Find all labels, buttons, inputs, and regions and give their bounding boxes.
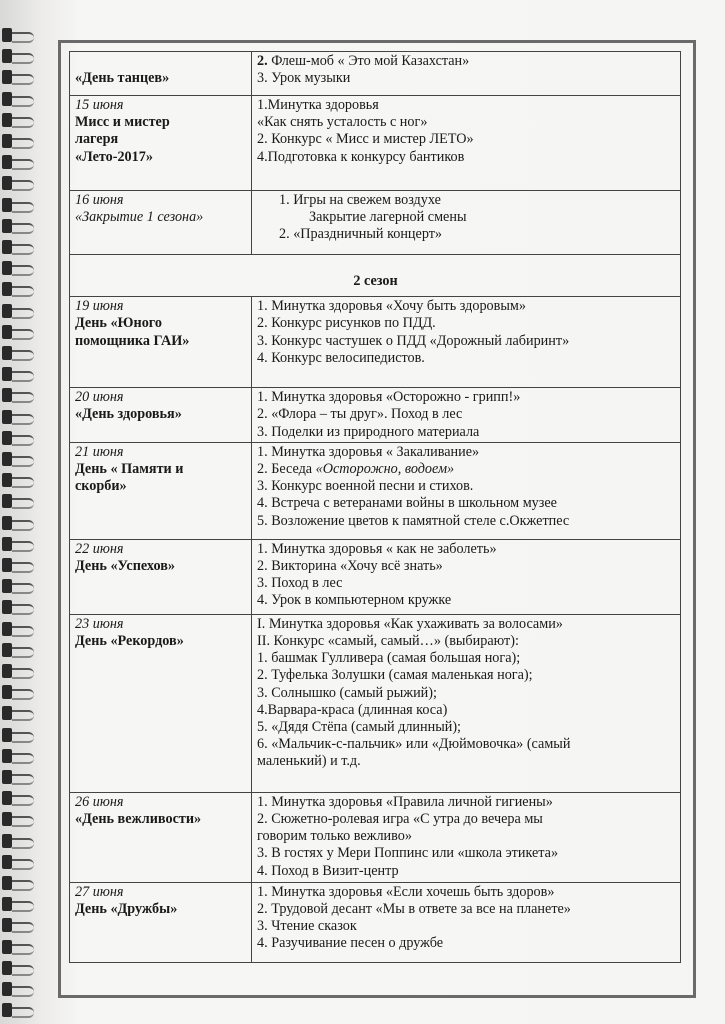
binding-ring (2, 940, 34, 954)
activity-item: 3. Чтение сказок (257, 918, 357, 935)
activities-cell (252, 614, 681, 792)
activity-item: 2. Викторина «Хочу всё знать» (257, 558, 443, 575)
activities-cell (252, 297, 681, 388)
binding-ring (2, 282, 34, 296)
binding-ring (2, 49, 34, 63)
activity-item: 4.Подготовка к конкурсу бантиков (257, 148, 465, 165)
day-title: День «Успехов» (75, 558, 175, 575)
activity-item: 1. Минутка здоровья «Правила личной гигиены» (257, 793, 553, 810)
activity-item: 3. Конкурс частушек о ПДД «Дорожный лабиринт» (257, 332, 570, 349)
binding-ring (2, 261, 34, 275)
binding-ring (2, 537, 34, 551)
binding-ring (2, 198, 34, 212)
activities-cell (252, 882, 681, 962)
activity-item: 2. Конкурс « Мисс и мистер ЛЕТО» (257, 131, 474, 148)
activity-item: 4.Варвара-краса (длинная коса) (257, 701, 448, 718)
day-title: День « Памяти и (75, 461, 184, 478)
table-row (70, 96, 681, 191)
activity-item: 6. «Мальчик-с-пальчик» или «Дюймовочка» (самый (257, 736, 571, 753)
day-cell (70, 388, 252, 443)
day-title: День «Дружбы» (75, 901, 178, 918)
binding-ring (2, 961, 34, 975)
day-cell (70, 442, 252, 539)
day-title: «День танцев» (75, 70, 170, 87)
binding-ring (2, 240, 34, 254)
activities-cell (252, 96, 681, 191)
binding-ring (2, 855, 34, 869)
schedule-frame (58, 40, 696, 998)
activity-item: Закрытие лагерной смены (309, 209, 467, 226)
day-cell (70, 792, 252, 882)
activity-item: 2. Флеш-моб « Это мой Казахстан» (257, 53, 470, 69)
binding-ring (2, 410, 34, 424)
binding-ring (2, 600, 34, 614)
table-row (70, 882, 681, 962)
day-title: День «Рекордов» (75, 633, 184, 650)
season-title: 2 сезон (353, 273, 398, 289)
binding-ring (2, 113, 34, 127)
binding-ring (2, 897, 34, 911)
day-title: День «Юного (75, 315, 162, 332)
day-title: скорби» (75, 478, 127, 495)
activity-item: 2. Беседа «Осторожно, водоем» (257, 461, 455, 478)
day-title: «Закрытие 1 сезона» (75, 209, 204, 226)
day-title: помощника ГАИ» (75, 332, 190, 349)
activity-item: 4. Встреча с ветеранами войны в школьном музее (257, 495, 557, 512)
activity-item: 3. Поход в лес (257, 575, 343, 592)
binding-ring (2, 155, 34, 169)
binding-ring (2, 812, 34, 826)
binding-ring (2, 728, 34, 742)
day-cell (70, 614, 252, 792)
day-title: «День вежливости» (75, 811, 202, 828)
activity-item: 2. «Праздничный концерт» (279, 226, 443, 243)
activities-cell (252, 191, 681, 255)
activity-item: 2. Конкурс рисунков по ПДД. (257, 315, 436, 332)
binding-ring (2, 431, 34, 445)
activity-item: II. Конкурс «самый, самый…» (выбирают): (257, 633, 519, 650)
activities-cell (252, 388, 681, 443)
binding-ring (2, 346, 34, 360)
activities-cell (252, 539, 681, 614)
activity-item: 4. Конкурс велосипедистов. (257, 349, 425, 366)
activity-item: 2. Трудовой десант «Мы в ответе за все на планете» (257, 901, 571, 918)
season-header (70, 255, 681, 297)
activity-item: 1. Игры на свежем воздухе (279, 192, 441, 208)
day-date: 26 июня (75, 793, 124, 810)
activity-item: 1. Минутка здоровья « Закаливание» (257, 443, 480, 460)
day-date: 16 июня (75, 192, 124, 208)
binding-ring (2, 664, 34, 678)
binding-ring (2, 834, 34, 848)
table-row (70, 442, 681, 539)
day-cell (70, 539, 252, 614)
day-date: 19 июня (75, 298, 124, 315)
activity-item: «Как снять усталость с ног» (257, 114, 428, 131)
activity-item: 2. Сюжетно-ролевая игра «С утра до вечера мы (257, 811, 543, 828)
activity-item: 2. Туфелька Золушки (самая маленькая нога); (257, 667, 533, 684)
day-title: «День здоровья» (75, 406, 182, 423)
binding-ring (2, 706, 34, 720)
binding-ring (2, 92, 34, 106)
binding-ring (2, 452, 34, 466)
binding-ring (2, 685, 34, 699)
binding-ring (2, 622, 34, 636)
binding-ring (2, 579, 34, 593)
table-row (70, 297, 681, 388)
activities-cell (252, 792, 681, 882)
binding-ring (2, 304, 34, 318)
binding-ring (2, 28, 34, 42)
activities-cell (252, 442, 681, 539)
day-cell (70, 96, 252, 191)
day-cell (70, 297, 252, 388)
activity-item: 2. «Флора – ты друг». Поход в лес (257, 406, 463, 423)
activity-item: 3. Поделки из природного материала (257, 423, 480, 440)
day-date: 22 июня (75, 540, 124, 557)
activity-item: 1. Минутка здоровья « как не заболеть» (257, 540, 497, 557)
day-title: «Лето-2017» (75, 148, 153, 165)
activities-cell (252, 52, 681, 96)
binding-ring (2, 367, 34, 381)
binding-ring (2, 134, 34, 148)
binding-ring (2, 219, 34, 233)
activity-item: 1. Минутка здоровья «Хочу быть здоровым» (257, 298, 526, 315)
table-row (70, 539, 681, 614)
binding-ring (2, 982, 34, 996)
activity-item: 3. Солнышко (самый рыжий); (257, 684, 437, 701)
day-cell (70, 52, 252, 96)
activity-item: 4. Поход в Визит-центр (257, 862, 399, 879)
table-row (70, 52, 681, 96)
binding-ring (2, 473, 34, 487)
binding-ring (2, 176, 34, 190)
activity-item: 3. В гостях у Мери Поппинс или «школа этикета» (257, 845, 559, 862)
day-title: лагеря (75, 131, 119, 148)
activity-item: 3. Урок музыки (257, 70, 351, 87)
activity-item: 5. «Дядя Стёпа (самый длинный); (257, 719, 461, 736)
schedule-table (69, 51, 681, 963)
binding-ring (2, 876, 34, 890)
day-date: 21 июня (75, 443, 124, 460)
activity-item: 1.Минутка здоровья (257, 97, 379, 113)
spiral-binding (0, 0, 40, 1024)
table-row (70, 388, 681, 443)
table-row (70, 792, 681, 882)
binding-ring (2, 770, 34, 784)
day-date: 20 июня (75, 389, 124, 406)
binding-ring (2, 1003, 34, 1017)
binding-ring (2, 388, 34, 402)
day-date: 23 июня (75, 615, 124, 632)
activity-item: 5. Возложение цветов к памятной стеле с.Окжетпес (257, 512, 570, 529)
binding-ring (2, 918, 34, 932)
table-row (70, 614, 681, 792)
day-date: 15 июня (75, 97, 124, 113)
binding-ring (2, 494, 34, 508)
activity-item: 1. башмак Гулливера (самая большая нога); (257, 650, 521, 667)
day-date: 27 июня (75, 883, 124, 900)
binding-ring (2, 643, 34, 657)
day-title: Мисс и мистер (75, 114, 170, 131)
binding-ring (2, 516, 34, 530)
activity-item: говорим только вежливо» (257, 828, 412, 845)
activity-item: маленький) и т.д. (257, 753, 361, 770)
activity-item: I. Минутка здоровья «Как ухаживать за волосами» (257, 615, 563, 632)
season-row (70, 255, 681, 297)
binding-ring (2, 70, 34, 84)
day-cell (70, 882, 252, 962)
activity-emphasis: «Осторожно, водоем» (315, 461, 455, 478)
binding-ring (2, 325, 34, 339)
activity-item: 4. Разучивание песен о дружбе (257, 935, 444, 952)
binding-ring (2, 749, 34, 763)
activity-item: 1. Минутка здоровья «Если хочешь быть здоров» (257, 883, 555, 900)
day-cell (70, 191, 252, 255)
activity-item: 1. Минутка здоровья «Осторожно - грипп!» (257, 389, 521, 406)
table-row (70, 191, 681, 255)
activity-item: 4. Урок в компьютерном кружке (257, 592, 452, 609)
activity-item: 3. Конкурс военной песни и стихов. (257, 478, 474, 495)
binding-ring (2, 791, 34, 805)
binding-ring (2, 558, 34, 572)
